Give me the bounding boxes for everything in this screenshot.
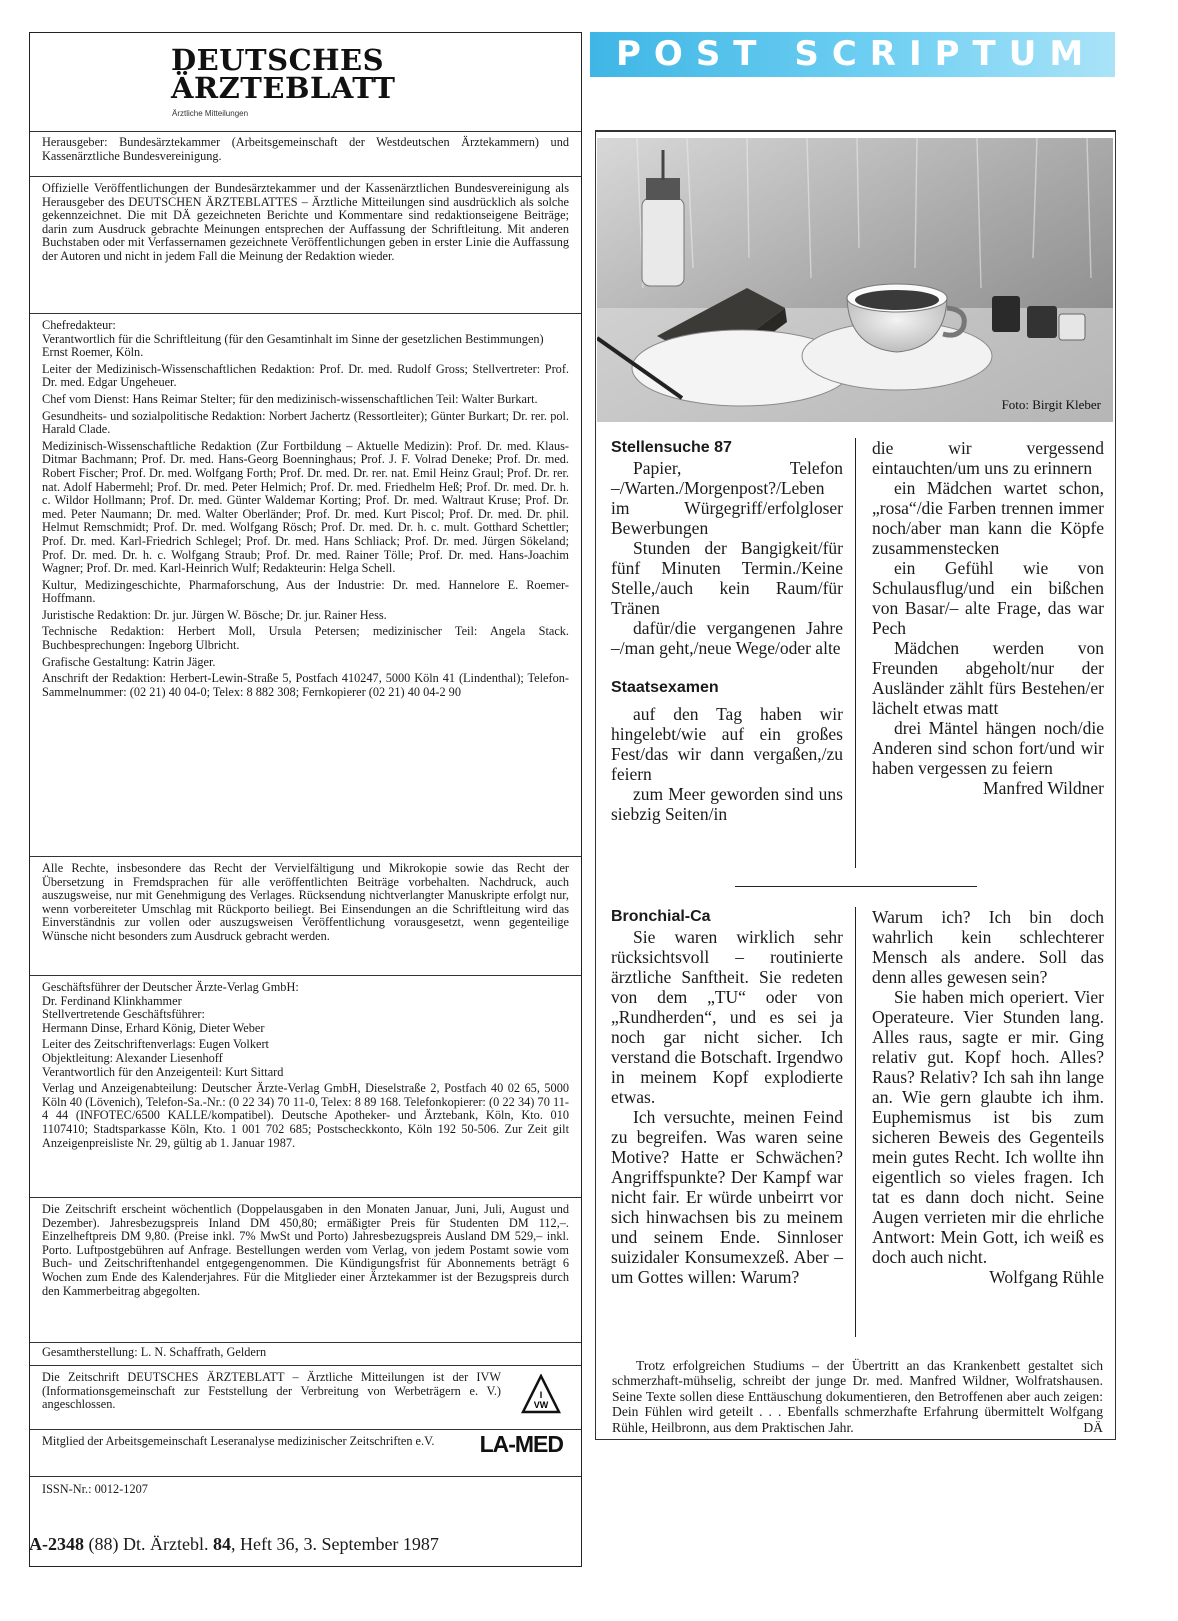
page-number: A-2348 bbox=[29, 1534, 84, 1554]
poem1-title2: Staatsexamen bbox=[611, 679, 719, 696]
poem1-title: Stellensuche 87 bbox=[611, 439, 732, 456]
poem1-stanza: dafür/die vergangenen Jahre –/man geht,/neue Wege/oder alte bbox=[611, 618, 843, 658]
poem2-author: Wolfgang Rühle bbox=[989, 1267, 1104, 1287]
lamed-logo: LA-MED bbox=[479, 1431, 563, 1457]
publishing-line: Verlag und Anzeigenabteilung: Deutscher Ärzte-Verlag GmbH, Dieselstraße 2, Postfach 40 02 65, 5000 Köln 40 (Lövenich), Telefon-Sa.-Nr.: (0 22 34) 70 11-0, Telex: 8 89 168. Telefonkopierer: (0 22 34) 70 11-4 44 (INFOTEC/6500 KALLE/kompatibel). Deutsche Apotheker- und Ärztebank, Köln, Kto. 010 1107410; Stadtsparkasse Köln, Kto. 1 001 702 685; Postscheckkonto, Köln 192 50-506. Zur Zeit gilt Anzeigenpreisliste Nr. 29, gültig ab 1. Januar 1987. bbox=[42, 1081, 569, 1150]
editorial-line: Ernst Roemer, Köln. bbox=[42, 345, 144, 360]
editor-note-text: Trotz erfolgreichen Studiums – der Übertritt an das Krankenbett gestaltet sich schmerzhaft-mühselig, schreibt der junge Dr. med. Manfred Wildner, Wolfratshausen. Seine Texte sollen diese Enttäuschung dokumentieren, den Betroffenen aber auch zeigen: Dein Fühlen wird geteilt . . . Ebenfalls schmerzhafte Erfahrung übermittelt Wolfgang Rühle, Heilbronn, aus dem Praktischen Jahr. bbox=[612, 1358, 1103, 1435]
ivw-box bbox=[30, 1366, 581, 1430]
official-box bbox=[30, 177, 581, 314]
poem1-stanza: Stunden der Bangigkeit/für fünf Minuten Termin./Keine Stelle,/auch kein Raum/für Tränen bbox=[611, 538, 843, 618]
poem2-paragraph: Sie haben mich operiert. Vier Operateure. Vier Stunden lang. Alles raus, sagte er mir. Ging relativ gut. Kopf hoch. Alles? Raus? Relativ? Ich sah ihn lange an. Wie gern glaubte ich ihm. Euphemismus ist bis zum sicheren Beweis des Gegenteils mein gutes Recht. Ich wollte ihn eigentlich so vieles fragen. Ich tat es dann doch nicht. Seine Augen verrieten mir die ehrliche Antwort: Mein Gott, ich weiß es doch auch nicht. bbox=[872, 987, 1104, 1267]
publishing-box bbox=[30, 976, 581, 1198]
editorial-line: Chefredakteur: bbox=[42, 318, 116, 332]
lamed-text: Mitglied der Arbeitsgemeinschaft Leseranalyse medizinischer Zeitschriften e.V. bbox=[42, 1434, 435, 1448]
footer-volume: 84 bbox=[212, 1534, 231, 1554]
publishing-line: Objektleitung: Alexander Liesenhoff bbox=[42, 1050, 223, 1065]
editorial-line: Technische Redaktion: Herbert Moll, Ursula Petersen; medizinischer Teil: Angela Stack. Buchbesprechungen: Ingeborg Ulbricht. bbox=[42, 624, 569, 653]
poem1-stanza: die wir vergessend eintauchten/um uns zu erinnern bbox=[872, 438, 1104, 478]
ivw-text: Die Zeitschrift DEUTSCHES ÄRZTEBLATT – Ärztliche Mitteilungen ist der IVW (Informationsgemeinschaft zur Feststellung der Verbreitung von Werbeträgern e. V.) angeschlossen. bbox=[42, 1370, 501, 1412]
ivw-logo-icon bbox=[521, 1374, 561, 1416]
poem1-stanza: auf den Tag haben wir hingelebt/wie auf ein großes Fest/das wir dann vergaßen,/zu feiern bbox=[611, 704, 843, 784]
editorial-line: Chef vom Dienst: Hans Reimar Stelter; für den medizinisch-wissenschaftlichen Teil: Walter Burkart. bbox=[42, 391, 538, 406]
poem2-column-left bbox=[611, 907, 843, 1287]
poem2-title: Bronchial-Ca bbox=[611, 908, 711, 925]
lamed-box bbox=[30, 1430, 581, 1477]
publisher-text: Herausgeber: Bundesärztekammer (Arbeitsgemeinschaft der Westdeutschen Ärztekammern) und Kassenärztliche Bundesvereinigung. bbox=[42, 135, 569, 163]
poem1-column-right bbox=[872, 438, 1104, 798]
poem2-column-right bbox=[872, 907, 1104, 1287]
post-scriptum-title: POST SCRIPTUM bbox=[616, 34, 1097, 74]
footer-journal: (88) Dt. Ärztebl. bbox=[88, 1534, 209, 1554]
poem1-column-left bbox=[611, 438, 843, 824]
publisher-box bbox=[30, 131, 581, 177]
rights-box bbox=[30, 857, 581, 976]
subscription-text: Die Zeitschrift erscheint wöchentlich (Doppelausgaben in den Monaten Januar, Juni, Juli, August und Dezember). Jahresbezugspreis Inland DM 450,80; ermäßigter Preis für Studenten DM 112,–. Einzelheftpreis DM 9,80. (Preise inkl. 7% MwSt und Porto) Jahresbezugspreis Ausland DM 529,– inkl. Porto. Luftpostgebühren auf Anfrage. Bestellungen werden vom Verlag, von jedem Postamt sowie vom Buch- und Zeitschriftenhandel entgegengenommen. Die Kündigungsfrist für Abonnements beträgt 6 Wochen zum Ende des Kalenderjahres. Für die Mitglieder einer Ärztekammer ist der Bezugspreis durch den Kammerbeitrag abgegolten. bbox=[42, 1202, 569, 1298]
issn-box bbox=[30, 1477, 581, 1507]
production-text: Gesamtherstellung: L. N. Schaffrath, Geldern bbox=[42, 1345, 267, 1359]
editorial-line: Grafische Gestaltung: Katrin Jäger. bbox=[42, 654, 216, 669]
poem2-paragraph: Sie waren wirklich sehr rücksichtsvoll – routinierte ärztliche Sanftheit. Sie redeten von dem „TU“ oder von „Rundherden“, und es sei ja noch gar nicht sicher. Ich verstand die Botschaft. Irgendwo in meinem Kopf explodierte etwas. bbox=[611, 927, 843, 1107]
masthead bbox=[30, 33, 581, 132]
svg-text:VW: VW bbox=[533, 1400, 549, 1410]
poem1-stanza: ein Mädchen wartet schon, „rosa“/die Farben trennen immer noch/aber man kann die Köpfe zusammenstecken bbox=[872, 478, 1104, 558]
masthead-title-line1: DEUTSCHES bbox=[171, 43, 385, 77]
poem2-paragraph: Warum ich? Ich bin doch wahrlich kein schlechterer Mensch als andere. Soll das denn alles gewesen sein? bbox=[872, 907, 1104, 987]
section-divider bbox=[735, 886, 977, 887]
publishing-line: Verantwortlich für den Anzeigenteil: Kurt Sittard bbox=[42, 1064, 284, 1079]
editorial-line: Anschrift der Redaktion: Herbert-Lewin-Straße 5, Postfach 410247, 5000 Köln 41 (Lindenthal); Telefon-Sammelnummer: (02 21) 40 04-0; Telex: 8 882 308; Fernkopierer (02 21) 40 04-2 90 bbox=[42, 671, 569, 699]
editorial-box bbox=[30, 314, 581, 857]
issn-text: ISSN-Nr.: 0012-1207 bbox=[42, 1482, 148, 1496]
editorial-line: Verantwortlich für die Schriftleitung (für den Gesamtinhalt im Sinne der gesetzlichen Bestimmungen) bbox=[42, 331, 544, 346]
poem1-stanza: zum Meer geworden sind uns siebzig Seiten/in bbox=[611, 784, 843, 824]
publishing-line: Stellvertretende Geschäftsführer: bbox=[42, 1007, 205, 1022]
masthead-subtitle: Ärztliche Mitteilungen bbox=[172, 109, 249, 118]
poem1-stanza: ein Gefühl wie von Schulausflug/und ein bißchen von Basar/– alte Frage, das war Pech bbox=[872, 558, 1104, 638]
editorial-line: Gesundheits- und sozialpolitische Redaktion: Norbert Jachertz (Ressortleiter); Günter Burkart; Dr. rer. pol. Harald Clade. bbox=[42, 408, 569, 437]
publishing-line: Leiter des Zeitschriftenverlags: Eugen Volkert bbox=[42, 1037, 269, 1052]
publishing-line: Geschäftsführer der Deutscher Ärzte-Verlag GmbH: bbox=[42, 980, 299, 994]
photo-credit: Foto: Birgit Kleber bbox=[1001, 397, 1101, 412]
editorial-line: Leiter der Medizinisch-Wissenschaftlichen Redaktion: Prof. Dr. med. Rudolf Gross; Stellvertreter: Prof. Dr. med. Edgar Ungeheuer. bbox=[42, 361, 569, 390]
page-footer bbox=[29, 1534, 439, 1555]
editorial-line: Medizinisch-Wissenschaftliche Redaktion (Zur Fortbildung – Aktuelle Medizin): Prof. Dr. med. Klaus-Ditmar Bachmann; Prof. Dr. med. Hans-Georg Boenninghaus; Prof. J. F. Volrad Deneke; Prof. Dr. med. Robert Fischer; Prof. Dr. med. Wolfgang Forth; Prof. Dr. med. Dr. rer. nat. Emil Heinz Graul; Prof. Dr. rer. nat. Adolf Habermehl; Prof. Dr. med. Peter Helmich; Prof. Dr. med. Friedhelm Heß; Prof. Dr. med. Dr. h. c. Wildor Hollmann; Prof. Dr. med. Günter Waldemar Korting; Prof. Dr. med. Waltraut Kruse; Prof. Dr. med. Peter Naumann; Dr. med. Walter Oberländer; Prof. Dr. med. Kurt Piscol; Prof. Dr. med. Dr. phil. Helmut Remschmidt; Prof. Dr. med. Wolfgang Rösch; Prof. Dr. med. Dr. h. c. mult. Gotthard Schettler; Prof. Dr. med. Karl-Friedrich Schlegel; Prof. Dr. med. Hans Schliack; Prof. Dr. med. Jürgen Sökeland; Prof. Dr. med. Dr. h. c. Wolfgang Straub; Prof. Dr. med. Rainer Tölle; Prof. Dr. med. Hans-Joachim Wagner; Prof. Dr. med. Karl-Heinrich Wulf; Redakteurin: Helga Schell. bbox=[42, 438, 569, 576]
footer-issue: , Heft 36, 3. September 1987 bbox=[230, 1534, 439, 1554]
poem1-author: Manfred Wildner bbox=[983, 778, 1104, 798]
coffee-photo-image bbox=[597, 138, 1113, 422]
production-box bbox=[30, 1343, 581, 1366]
masthead-title-line2: ÄRZTEBLATT bbox=[171, 71, 396, 105]
imprint-box bbox=[29, 32, 582, 1567]
editor-note bbox=[612, 1358, 1103, 1435]
poem1-stanza: Mädchen werden von Freunden abgeholt/nur der Ausländer zählt fürs Bestehen/er lächelt etwas matt bbox=[872, 638, 1104, 718]
publishing-line: Hermann Dinse, Erhard König, Dieter Weber bbox=[42, 1020, 265, 1035]
subscription-box bbox=[30, 1198, 581, 1343]
editorial-line: Juristische Redaktion: Dr. jur. Jürgen W. Bösche; Dr. jur. Rainer Hess. bbox=[42, 607, 387, 622]
coffee-photo bbox=[597, 138, 1113, 422]
post-scriptum-banner bbox=[590, 32, 1115, 77]
poem1-stanza: drei Mäntel hängen noch/die Anderen sind schon fort/und wir haben vergessen zu feiern bbox=[872, 718, 1104, 778]
publishing-line: Dr. Ferdinand Klinkhammer bbox=[42, 993, 182, 1008]
svg-text:I: I bbox=[539, 1390, 543, 1400]
official-text: Offizielle Veröffentlichungen der Bundesärztekammer und der Kassenärztlichen Bundesvereinigung als Herausgeber des DEUTSCHEN ÄRZTEBLATTES – Ärztliche Mitteilungen sind ausdrücklich als solche gekennzeichnet. Die mit DÄ gezeichneten Berichte und Kommentare sind redaktionseigene Beiträge; darin zum Ausdruck gebrachte Meinungen entsprechen der Auffassung der Schriftleitung. Mit anderen Buchstaben oder mit Verfassernamen gezeichnete Veröffentlichungen geben in erster Linie die Auffassung der Autoren und nicht in jedem Fall die Meinung der Redaktion wieder. bbox=[42, 181, 569, 263]
column-divider bbox=[855, 438, 856, 868]
editorial-line: Kultur, Medizingeschichte, Pharmaforschung, Aus der Industrie: Dr. med. Hannelore E. Roemer-Hoffmann. bbox=[42, 577, 569, 606]
column-divider bbox=[855, 907, 856, 1337]
rights-text: Alle Rechte, insbesondere das Recht der Vervielfältigung und Mikrokopie sowie das Recht der Übersetzung in Fremdsprachen für alle veröffentlichten Beiträge vorbehalten. Nachdruck, auch auszugsweise, nur mit Genehmigung des Verlages. Rücksendung nichtverlangter Manuskripte erfolgt nur, wenn vorbereiteter Umschlag mit Rückporto beiliegt. Bei Einsendungen an die Schriftleitung wird das Einverständnis zur vollen oder auszugsweisen Veröffentlichung vorausgesetzt, wenn gegenteilige Wünsche nicht besonders zum Ausdruck gebracht werden. bbox=[42, 861, 569, 943]
poem1-stanza: Papier, Telefon –/Warten./Morgenpost?/Leben im Würgegriff/erfolgloser Bewerbungen bbox=[611, 458, 843, 538]
poem2-paragraph: Ich versuchte, meinen Feind zu begreifen. Was waren seine Motive? Hatte er Schwächen? Angriffspunkte? Der Kampf war nicht fair. Er würde unbeirrt vor sich hinwachsen bis zu meinem und seinem Ende. Sinnloser suizidaler Konsumexzeß. Aber – um Gottes willen: Warum? bbox=[611, 1107, 843, 1287]
editor-note-signature: DÄ bbox=[1083, 1419, 1103, 1435]
